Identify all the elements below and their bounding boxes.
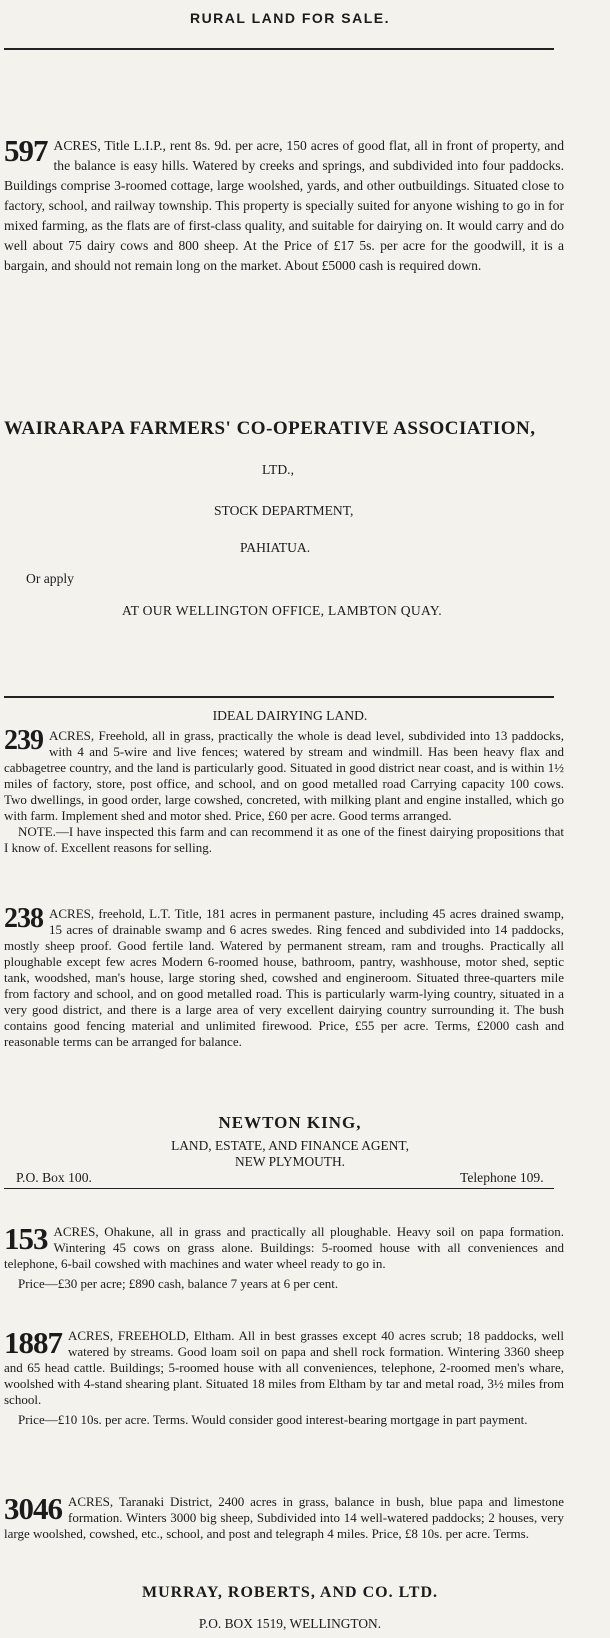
newton-king-town: NEW PLYMOUTH. bbox=[235, 1154, 345, 1169]
wairarapa-office: AT OUR WELLINGTON OFFICE, LAMBTON QUAY. bbox=[122, 603, 442, 618]
listing-1887 bbox=[4, 1325, 564, 1428]
listing-3046-number: 3046 bbox=[4, 1491, 62, 1526]
listing-153-number: 153 bbox=[4, 1221, 48, 1256]
newton-king-firm: NEWTON KING, bbox=[218, 1113, 362, 1132]
listing-238-number: 238 bbox=[4, 903, 43, 934]
section-divider bbox=[4, 696, 554, 698]
listing-239-number: 239 bbox=[4, 725, 43, 756]
listing-153-text: ACRES, Ohakune, all in grass and practically all ploughable. Heavy soil on papa formation. Wintering 45 cows on grass alone. Buildings: 5-roomed house with all conveniences and telephone, 6-bail cowshed with machines and water wheel ready to go in. bbox=[4, 1224, 564, 1271]
listing-238-text: ACRES, freehold, L.T. Title, 181 acres in permanent pasture, including 45 acres drained swamp, 15 acres of drainable swamp and 6 acres swedes. Ring fenced and subdivided into 14 paddocks, mostly sheep proof. Good fertile land. Watered by permanent stream, ram and troughs. Practically all ploughable except few acres Modern 6-roomed house, bathroom, pantry, washhouse, motor shed, septic tank, woodshed, man's house, large storing shed, cowshed and engineroom. Situated three-quarters mile from factory and school, and on good metalled road. This is particularly warm-lying country, situated in a very good district, and there is a large area of very excellent dairying country surrounding it. The bush contains good fencing material and unlimited firewood. Price, £55 per acre. Terms, £2000 cash and reasonable terms can be arranged for balance. bbox=[4, 906, 564, 1049]
listing-3046-text: ACRES, Taranaki District, 2400 acres in grass, balance in bush, blue papa and limestone formation. Winters 3000 big sheep, Subdivided into 14 well-watered paddocks; 2 houses, very large woolshed, cowshed, etc., school, and post and telegraph 4 miles. Price, £8 10s. per acre. Terms. bbox=[4, 1494, 564, 1541]
listing-238 bbox=[4, 903, 564, 1050]
listing-153-price: Price—£30 per acre; £890 cash, balance 7 years at 6 per cent. bbox=[18, 1276, 339, 1291]
section-heading: IDEAL DAIRYING LAND. bbox=[212, 708, 368, 723]
listing-597-text: ACRES, Title L.I.P., rent 8s. 9d. per acre, 150 acres of good flat, all in front of property, and the balance is easy hills. Watered by creeks and springs, and subdivided into four paddocks. Buildings comprise 3-roomed cottage, large woolshed, yards, and other outbuildings. Situated close to factory, school, and railway township. This property is specially suited for anyone wishing to go in for mixed farming, as the flats are of first-class quality, and suitable for dairying on. It would carry and do well about 75 dairy cows and 800 sheep. At the Price of £17 5s. per acre for the goodwill, it is a bargain, and should not remain long on the market. About £5000 cash is required down. bbox=[4, 138, 564, 273]
newton-king-box: P.O. Box 100. bbox=[16, 1170, 92, 1185]
murray-roberts-box: P.O. BOX 1519, WELLINGTON. bbox=[198, 1616, 382, 1631]
listing-239-text: ACRES, Freehold, all in grass, practically the whole is dead level, subdivided into 13 paddocks, with 4 and 5-wire and live fences; watered by stream and windmill. Has been heavy flax and cabbagetree country, and the land is particularly good. Situated in good district near coast, and is within 1½ miles of factory, store, post office, and school, and on good metalled road Carrying capacity 100 cows. Two dwellings, in good order, large cowshed, concreted, with milking plant and engine installed, which go with farm. Implement shed and motor shed. Price, £60 per acre. Good terms arranged. bbox=[4, 728, 564, 823]
listing-153 bbox=[4, 1221, 564, 1292]
listing-597-number: 597 bbox=[4, 133, 48, 168]
listing-239-note: NOTE.—I have inspected this farm and can recommend it as one of the finest dairying propositions that I know of. Excellent reasons for selling. bbox=[4, 824, 564, 855]
wairarapa-or-apply: Or apply bbox=[26, 571, 74, 586]
listing-239 bbox=[4, 725, 564, 856]
listing-1887-number: 1887 bbox=[4, 1325, 62, 1360]
murray-roberts-firm: MURRAY, ROBERTS, AND CO. LTD. bbox=[141, 1584, 439, 1601]
header-divider bbox=[4, 48, 554, 50]
listing-1887-text: ACRES, FREEHOLD, Eltham. All in best grasses except 40 acres scrub; 18 paddocks, well watered by streams. Good loam soil on papa and shell rock formation. Wintering 3360 sheep and 65 head cattle. Buildings; 5-roomed house with all conveniences, telephone, 2-roomed men's whare, woolshed with 4-stand shearing plant. Situated 18 miles from Eltham by tar and metal road, 3½ miles from school. bbox=[4, 1328, 564, 1407]
wairarapa-town: PAHIATUA. bbox=[240, 540, 311, 555]
listing-1887-price: Price—£10 10s. per acre. Terms. Would consider good interest-bearing mortgage in part payment. bbox=[18, 1412, 528, 1427]
listing-597 bbox=[4, 133, 564, 276]
section-divider-2 bbox=[4, 1188, 554, 1189]
wairarapa-ltd: LTD., bbox=[262, 462, 294, 477]
wairarapa-department: STOCK DEPARTMENT, bbox=[214, 503, 354, 518]
wairarapa-association-name: WAIRARAPA FARMERS' CO-OPERATIVE ASSOCIATION, bbox=[4, 418, 536, 439]
newton-king-agent: LAND, ESTATE, AND FINANCE AGENT, bbox=[171, 1138, 409, 1153]
listing-3046 bbox=[4, 1491, 564, 1542]
newton-king-phone: Telephone 109. bbox=[460, 1170, 544, 1185]
page-title: RURAL LAND FOR SALE. bbox=[189, 10, 391, 26]
